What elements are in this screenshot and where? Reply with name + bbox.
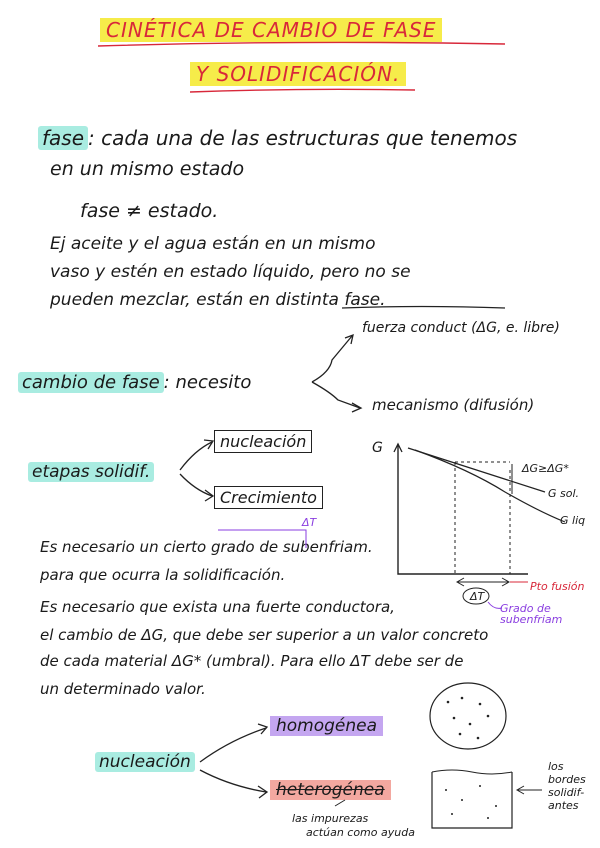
title-underline-1 (98, 42, 505, 46)
title-line-2: Y SOLIDIFICACIÓN. (190, 62, 406, 86)
dt-circle (463, 588, 489, 604)
title-underline-2 (190, 89, 415, 92)
etapa-nucleacion: nucleación (214, 430, 312, 453)
para-superscript: ΔT (302, 516, 317, 529)
para-line-5: de cada material ΔG* (umbral). Para ello ΔT debe ser de (40, 652, 464, 670)
graph-grado-label: Grado de subenfriam (500, 602, 563, 626)
graph-pto-fusion: Pto fusión (530, 580, 585, 593)
graph-dt-label: ΔT (470, 590, 485, 603)
cambio-de-fase: cambio de fase : necesito (18, 372, 251, 393)
graph-liq-label: G liq (560, 514, 586, 527)
cambio-branch-mecanismo: mecanismo (difusión) (372, 396, 535, 414)
grado-box (218, 530, 306, 548)
arrow-to-heterogenea (200, 770, 266, 792)
graph-g-liq-line (415, 450, 565, 522)
nucl-homogenea: homogénea (270, 716, 383, 736)
example-line-3: pueden mezclar, están en distinta fase. (50, 290, 386, 310)
distinta-fase-underline (342, 307, 505, 309)
para-line-1: Es necesario un cierto grado de subenfriam. (40, 538, 373, 556)
example-line-2: vaso y estén en estado líquido, pero no se (50, 262, 411, 282)
arrow-to-fuerza (312, 336, 352, 382)
heterogeneous-container (432, 772, 512, 828)
container-surface (432, 770, 512, 774)
arrowhead-mecanismo (352, 403, 361, 412)
para-line-3: Es necesario que exista una fuerte conductora, (40, 598, 395, 616)
container-dots (445, 785, 497, 819)
cambio-branch-fuerza: fuerza conduct (ΔG, e. libre) (362, 320, 560, 336)
def-line-2: en un mismo estado (50, 158, 245, 180)
arrow-to-crecimiento (180, 474, 212, 496)
etapa-crecimiento: Crecimiento (214, 486, 323, 509)
graph-ylabel: G (372, 440, 383, 456)
etapas-label: etapas solidif. (28, 462, 154, 482)
example-line-1: Ej aceite y el agua están en un mismo (50, 234, 376, 254)
arrow-to-nucleacion (180, 442, 212, 470)
fase-definition: fase : cada una de las estructuras que tenemos (38, 126, 517, 150)
homogeneous-nucleus-drawing (430, 683, 506, 749)
grado-arrow (488, 602, 502, 608)
graph-sol-label: G sol. (548, 487, 580, 500)
para-line-4: el cambio de ΔG, que debe ser superior a un valor concreto (40, 626, 489, 644)
bordes-note: los bordes solidif- antes (548, 760, 586, 812)
nucl-heterogenea: heterogénea (270, 780, 391, 800)
nucleacion-label: nucleación (95, 752, 195, 772)
para-line-6: un determinado valor. (40, 680, 206, 698)
arrow-to-homogenea (200, 728, 266, 762)
def-line-3: fase ≠ estado. (80, 200, 219, 222)
impurezas-pointer (335, 800, 345, 806)
impurezas-note: las impurezas actúan como ayuda (292, 812, 415, 839)
fase-term: fase (38, 126, 88, 150)
title-line-1: CINÉTICA DE CAMBIO DE FASE (100, 18, 442, 42)
para-line-2: para que ocurra la solidificación. (40, 566, 286, 584)
graph-delta-label: ΔG≥ΔG* (522, 462, 569, 475)
nuclei-dots (447, 697, 490, 740)
graph-axes (398, 445, 528, 574)
